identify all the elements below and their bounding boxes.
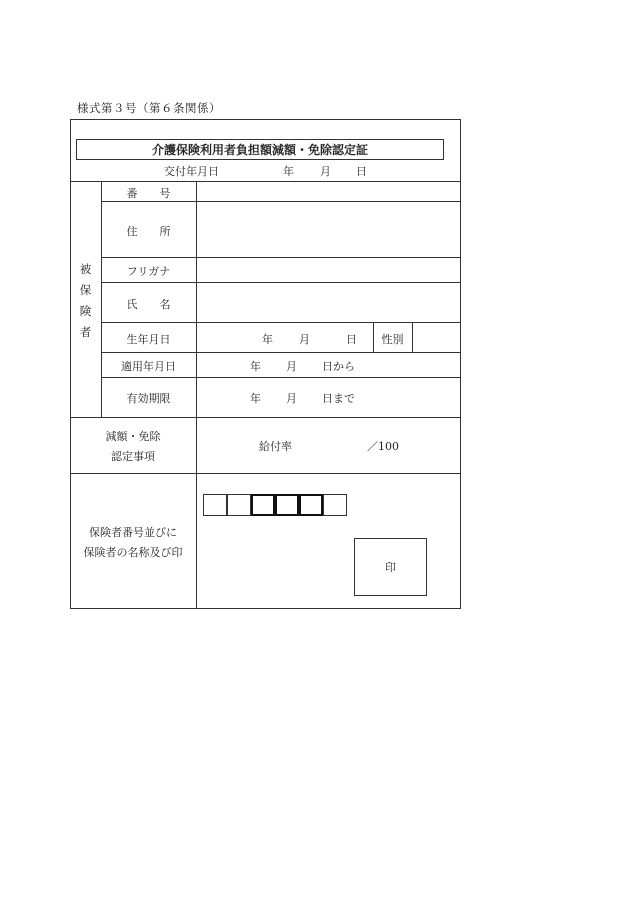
insurer-label-line2: 保険者の名称及び印 (83, 546, 183, 559)
valid-month: 月 (286, 392, 297, 405)
insurer-number-box (251, 494, 275, 516)
birth-month: 月 (299, 333, 310, 346)
divider (101, 377, 461, 378)
issue-date-year: 年 (283, 165, 294, 178)
applied-year: 年 (250, 360, 261, 373)
address-label: 住 所 (126, 225, 171, 238)
applied-day: 日から (322, 360, 355, 373)
form-number: 様式第３号（第６条関係） (77, 101, 221, 115)
divider (101, 201, 461, 202)
insurer-number-box (275, 494, 299, 516)
issue-date-label: 交付年月日 (164, 165, 219, 178)
insurer-number-box (203, 494, 227, 516)
furigana-label: フリガナ (126, 265, 171, 278)
insured-label (70, 259, 101, 343)
insured-label-char: 保 (79, 283, 92, 297)
insured-label-char: 者 (79, 325, 92, 339)
certificate-title: 介護保険利用者負担額減額・免除認定証 (76, 139, 444, 160)
insurer-number-box (227, 494, 251, 516)
birth-year: 年 (262, 333, 273, 346)
divider (70, 473, 461, 474)
birthdate-label: 生年月日 (126, 333, 171, 346)
benefit-rate-suffix: ／100 (367, 440, 399, 453)
valid-day: 日まで (322, 392, 355, 405)
reduction-label-line2: 認定事項 (111, 450, 155, 463)
divider (101, 282, 461, 283)
seal-label: 印 (385, 561, 396, 574)
insurer-label-line1: 保険者番号並びに (89, 526, 177, 539)
insured-label-char: 被 (79, 262, 92, 276)
number-label: 番 号 (126, 187, 171, 200)
gender-label: 性別 (381, 333, 404, 346)
insurer-number-box (299, 494, 323, 516)
divider (70, 181, 461, 182)
divider (101, 257, 461, 258)
divider (101, 352, 461, 353)
valid-year: 年 (250, 392, 261, 405)
divider (412, 322, 413, 352)
divider (196, 181, 197, 609)
valid-until-label: 有効期限 (126, 392, 171, 405)
insurer-number-box (323, 494, 347, 516)
issue-date-month: 月 (320, 165, 331, 178)
birth-day: 日 (346, 333, 357, 346)
issue-date-day: 日 (356, 165, 367, 178)
divider (101, 322, 461, 323)
applied-date-label: 適用年月日 (121, 360, 176, 373)
benefit-rate-label: 給付率 (259, 440, 292, 453)
insured-label-char: 険 (79, 304, 92, 318)
divider (70, 417, 461, 418)
applied-month: 月 (286, 360, 297, 373)
name-label: 氏 名 (126, 298, 171, 311)
reduction-label-line1: 減額・免除 (105, 430, 161, 443)
